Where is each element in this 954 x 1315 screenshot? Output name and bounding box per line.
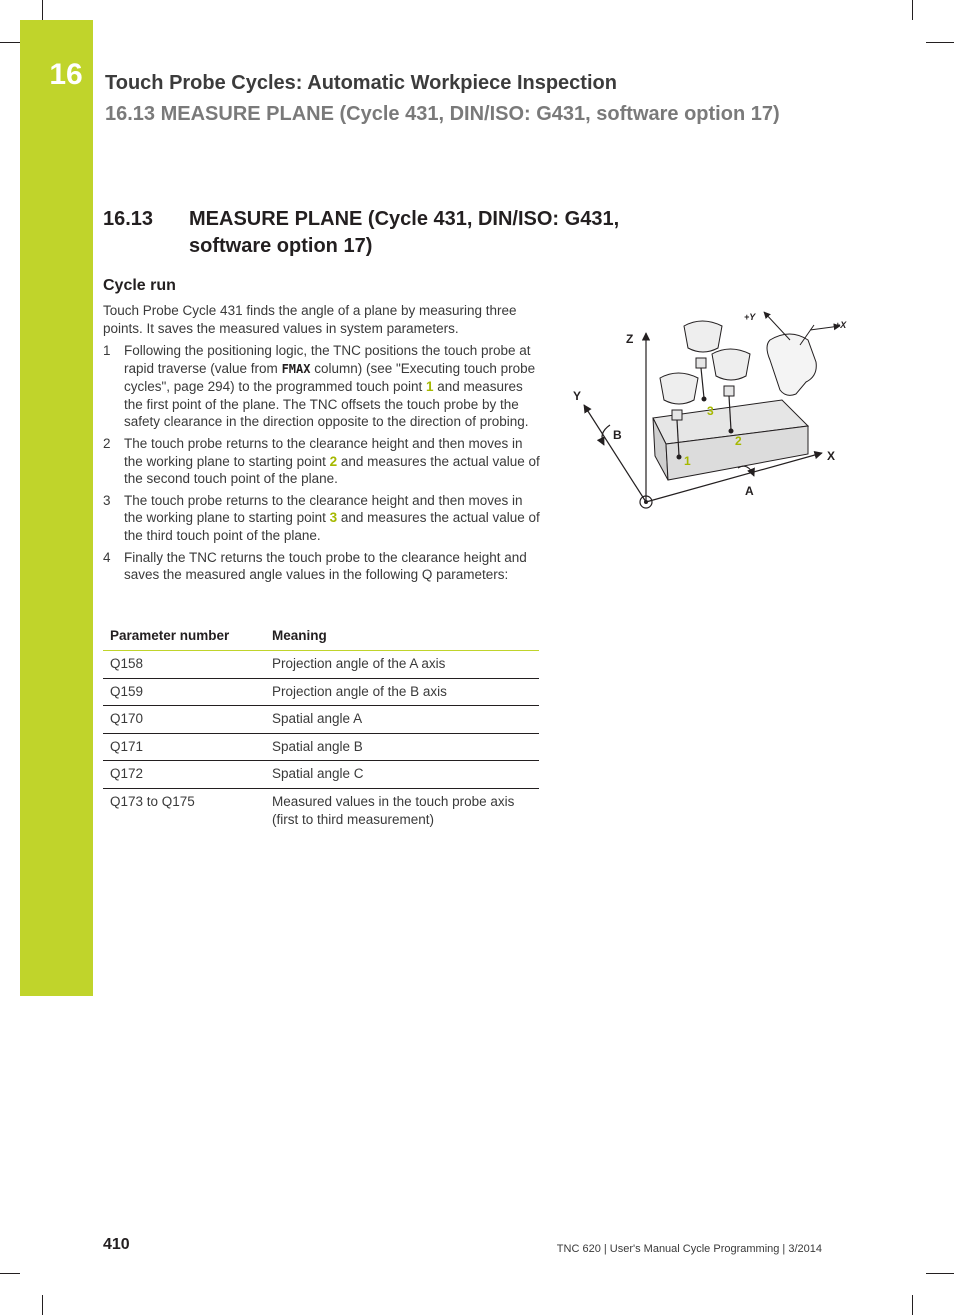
list-item <box>103 342 545 431</box>
table-row <box>103 788 539 833</box>
step-text: and measures the first point of the plane. The TNC offsets the touch probe by the safety clearance in the direction opposite to the direction of probing. <box>124 379 529 430</box>
point-3-label: 3 <box>707 404 714 418</box>
step-text: column) (see "Executing touch probe cycles", page 294) to the programmed touch point <box>124 360 536 395</box>
section-title: MEASURE PLANE (Cycle 431, DIN/ISO: G431, software option 17) <box>189 208 620 257</box>
right-hand-rule-icon <box>764 312 840 395</box>
step-number: 2 <box>103 435 111 451</box>
table-cell: Projection angle of the A axis <box>265 651 539 679</box>
table-row <box>103 706 539 734</box>
cycle-run-intro: Touch Probe Cycle 431 finds the angle of a plane by measuring three points. It saves the measured values in system parameters. <box>103 303 517 336</box>
table-cell: Spatial angle C <box>265 761 539 789</box>
list-item <box>103 492 545 545</box>
table-cell: Q172 <box>103 761 265 789</box>
point-marker: 2 <box>329 453 338 469</box>
running-header-subtitle: 16.13 MEASURE PLANE (Cycle 431, DIN/ISO: G431, software option 17) <box>105 103 780 125</box>
table-row <box>103 761 539 789</box>
axis-x-label: X <box>827 449 836 463</box>
origin-dot <box>644 500 648 504</box>
point-2-label: 2 <box>735 434 742 448</box>
y-axis <box>584 405 646 502</box>
measure-plane-diagram <box>565 306 855 516</box>
footer-doc-info: TNC 620 | User's Manual Cycle Programming | 3/2014 <box>556 1243 822 1255</box>
step-number: 3 <box>103 492 111 508</box>
table-row <box>103 733 539 761</box>
point-1-label: 1 <box>684 454 691 468</box>
crop-mark <box>42 1295 43 1315</box>
running-header-title: Touch Probe Cycles: Automatic Workpiece Inspection <box>105 72 617 94</box>
cycle-run-heading: Cycle run <box>103 277 176 294</box>
crop-mark <box>926 1273 954 1274</box>
plus-y-label: +Y <box>744 312 756 322</box>
table-cell: Projection angle of the B axis <box>265 678 539 706</box>
table-header-row <box>103 624 539 651</box>
cycle-steps-list <box>103 342 545 588</box>
table-row <box>103 678 539 706</box>
step-text: The touch probe returns to the clearance height and then moves in the working plane to starting point <box>124 492 523 526</box>
plus-x-label: +X <box>835 320 847 330</box>
step-number: 1 <box>103 343 111 358</box>
step-text: and measures the actual value of the second touch point of the plane. <box>124 453 540 487</box>
crop-mark <box>912 0 913 20</box>
chapter-number: 16 <box>49 58 83 91</box>
table-cell: Q171 <box>103 733 265 761</box>
column-header: Parameter number <box>103 624 265 651</box>
table-cell: Spatial angle B <box>265 733 539 761</box>
step-text: Following the positioning logic, the TNC positions the touch probe at rapid traverse (value from <box>124 343 531 376</box>
table-cell: Q159 <box>103 678 265 706</box>
section-number: 16.13 <box>103 208 154 230</box>
list-item <box>103 435 545 488</box>
crop-mark <box>912 1295 913 1315</box>
step-number: 4 <box>103 549 111 565</box>
table-cell: Q173 to Q175 <box>110 793 195 809</box>
axis-y-label: Y <box>573 389 582 403</box>
angle-b-label: B <box>613 428 622 442</box>
step-text: and measures the actual value of the third touch point of the plane. <box>124 510 540 543</box>
page-number: 410 <box>103 1236 130 1253</box>
crop-mark <box>926 42 954 43</box>
table-row <box>103 651 539 679</box>
chapter-tab-bar <box>20 20 93 996</box>
q-parameter-table <box>103 624 539 833</box>
fmax-code: FMAX <box>281 361 311 376</box>
table-cell: Measured values in the touch probe axis (first to third measurement) <box>272 793 515 827</box>
step-text: Finally the TNC returns the touch probe to the clearance height and saves the measured angle values in the following Q parameters: <box>124 549 527 583</box>
crop-mark <box>0 1273 20 1274</box>
crop-mark <box>42 0 43 20</box>
crop-mark <box>0 42 20 43</box>
table-cell: Spatial angle A <box>265 706 539 734</box>
angle-a-label: A <box>745 484 754 498</box>
table-cell: Q158 <box>103 651 265 679</box>
list-item <box>103 549 545 584</box>
column-header: Meaning <box>265 624 539 651</box>
step-text: The touch probe returns to the clearance height and then moves in the working plane to starting point <box>124 435 523 469</box>
point-marker: 3 <box>329 510 338 526</box>
axis-z-label: Z <box>626 332 634 346</box>
point-marker: 1 <box>425 379 434 395</box>
table-cell: Q170 <box>103 706 265 734</box>
